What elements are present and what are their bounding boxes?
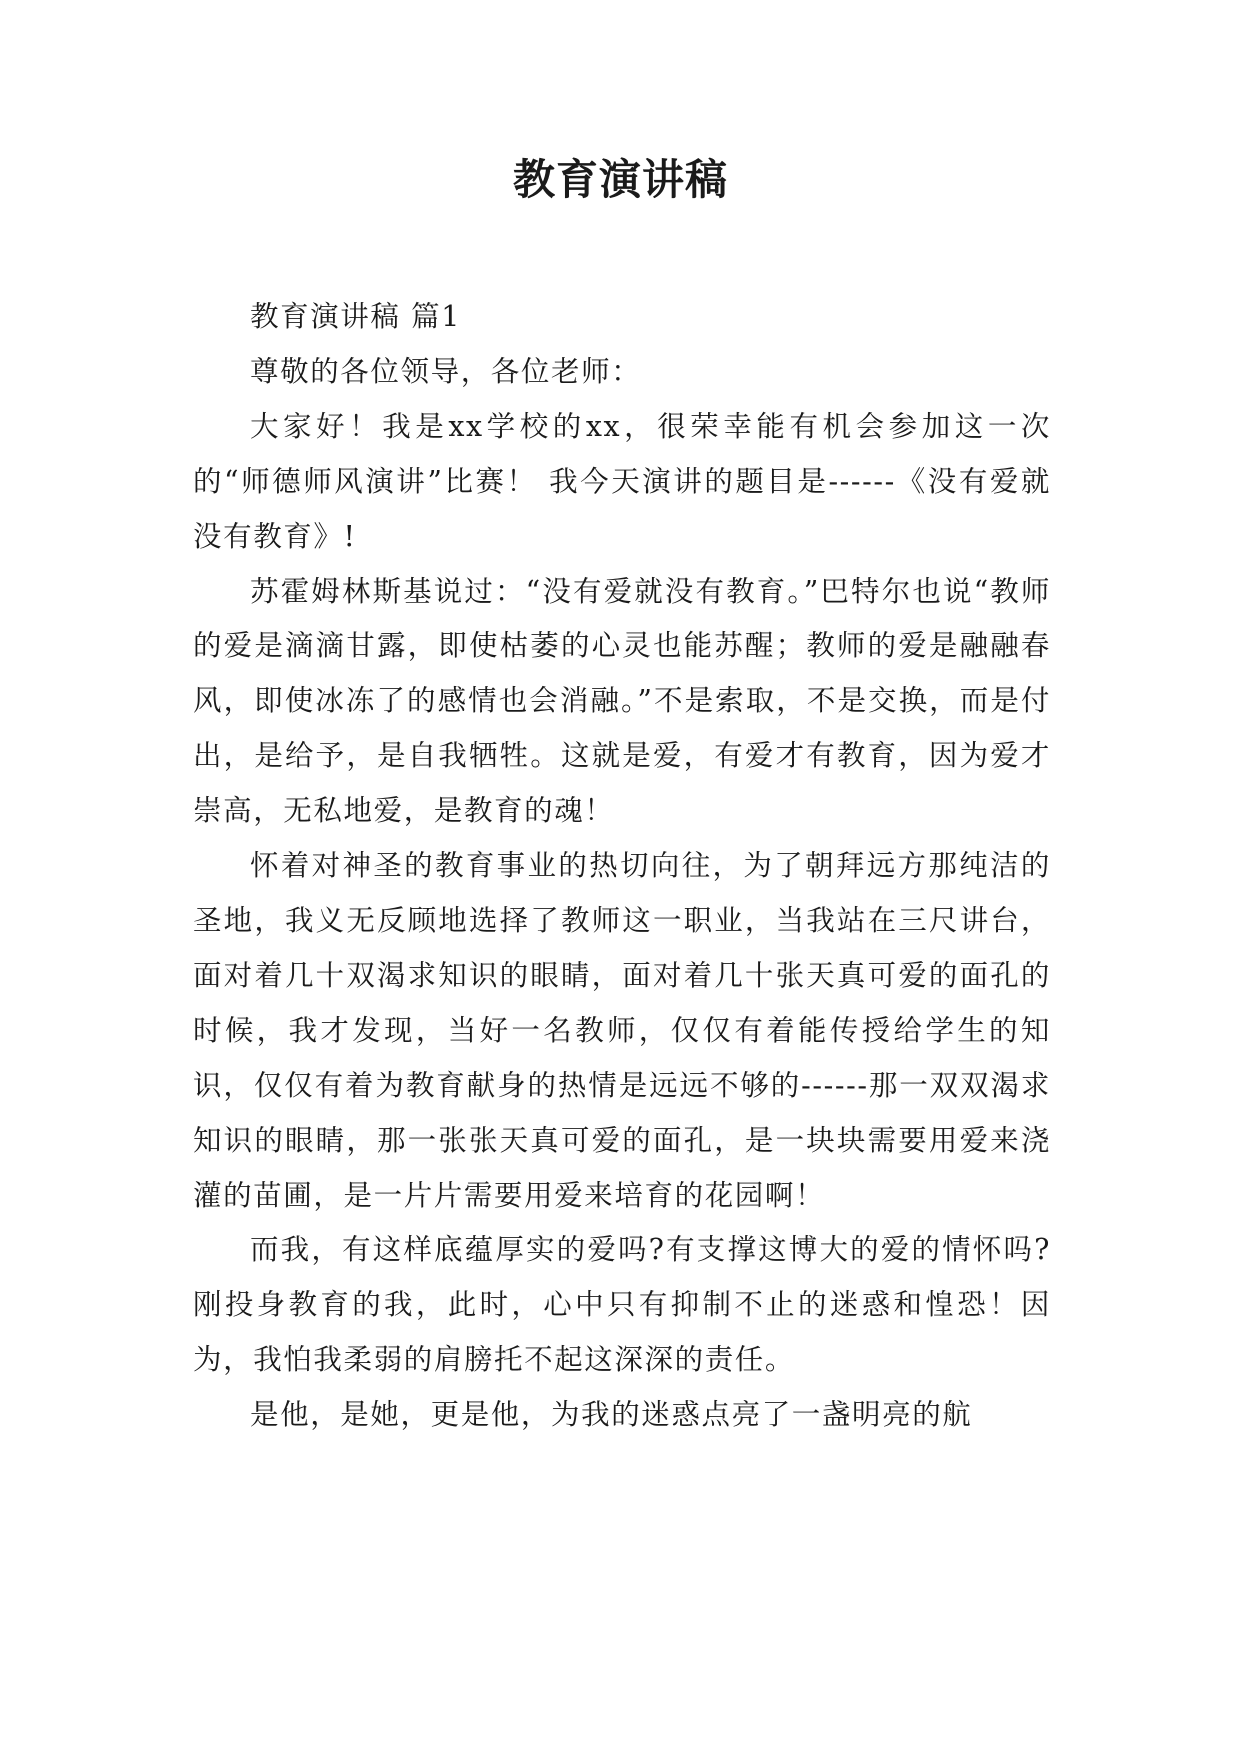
body-paragraph: 怀着对神圣的教育事业的热切向往，为了朝拜远方那纯洁的圣地，我义无反顾地选择了教师这一职业，当我站在三尺讲台，面对着几十双渴求知识的眼睛，面对着几十张天真可爱的面孔的时候，我才发现，当好一名教师，仅仅有着能传授给学生的知识，仅仅有着为教育献身的热情是远远不够的------那一双双渴求知识的眼睛，那一张张天真可爱的面孔，是一块块需要用爱来浇灌的苗圃，是一片片需要用爱来培育的花园啊！	[193, 849, 1051, 1212]
body-paragraph: 苏霍姆林斯基说过：“没有爱就没有教育。”巴特尔也说“教师的爱是滴滴甘露，即使枯萎的心灵也能苏醒；教师的爱是融融春风，即使冰冻了的感情也会消融。”不是索取，不是交换，而是付出，是给予，是自我牺牲。这就是爱，有爱才有教育，因为爱才崇高，无私地爱，是教育的魂！	[193, 574, 1051, 828]
document-title: 教育演讲稿	[512, 155, 728, 204]
document-body	[193, 290, 1051, 1443]
salutation-paragraph: 尊敬的各位领导，各位老师：	[250, 354, 642, 388]
section-heading: 教育演讲稿 篇1	[250, 300, 461, 333]
body-paragraph: 而我，有这样底蕴厚实的爱吗?有支撑这博大的爱的情怀吗?刚投身教育的我，此时，心中只有抑制不止的迷惑和惶恐！因为，我怕我柔弱的肩膀托不起这深深的责任。	[193, 1233, 1051, 1377]
body-paragraph: 是他，是她，更是他，为我的迷惑点亮了一盏明亮的航	[250, 1398, 973, 1432]
body-paragraph: 大家好！我是xx学校的xx，很荣幸能有机会参加这一次的“师德师风演讲”比赛！ 我今天演讲的题目是------《没有爱就没有教育》!	[193, 409, 1051, 553]
